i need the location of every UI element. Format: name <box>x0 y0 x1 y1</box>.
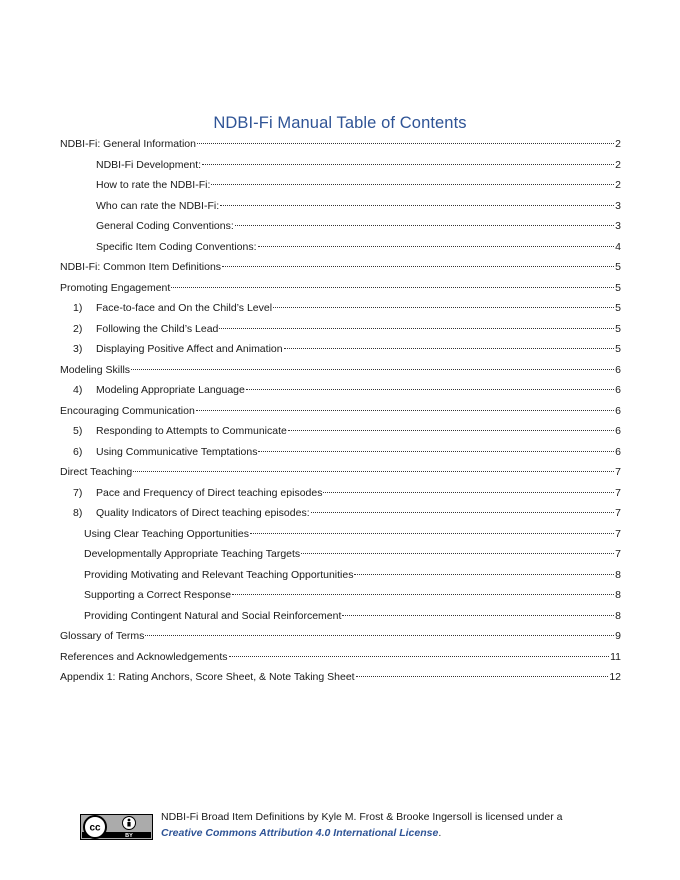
toc-entry[interactable] <box>60 360 621 381</box>
toc-page-number: 2 <box>615 179 621 191</box>
table-of-contents <box>60 134 621 688</box>
toc-entry-number: 3) <box>73 343 83 355</box>
dot-leader <box>222 266 614 267</box>
dot-leader <box>273 307 614 308</box>
toc-entry[interactable] <box>60 380 621 401</box>
toc-entry-title: Pace and Frequency of Direct teaching episodes <box>96 486 323 499</box>
toc-page-number: 6 <box>615 384 621 396</box>
cc-by-license-icon[interactable] <box>80 814 153 840</box>
toc-entry[interactable] <box>60 647 621 668</box>
dot-leader <box>197 143 614 144</box>
toc-entry-title: Displaying Positive Affect and Animation <box>96 343 283 355</box>
toc-page-number: 5 <box>615 322 621 335</box>
toc-entry[interactable] <box>60 585 621 606</box>
toc-entry[interactable] <box>60 462 621 483</box>
toc-entry-title: NDBI-Fi: General Information <box>60 138 196 150</box>
dot-leader <box>211 184 614 185</box>
toc-entry[interactable] <box>60 278 621 299</box>
dot-leader <box>311 512 615 513</box>
dot-leader <box>219 328 614 329</box>
toc-entry[interactable] <box>60 524 621 545</box>
toc-page-number: 5 <box>615 261 621 273</box>
dot-leader <box>356 676 609 677</box>
cc-text: cc <box>89 822 101 834</box>
dot-leader <box>288 430 614 431</box>
toc-entry[interactable] <box>60 401 621 422</box>
license-link[interactable]: Creative Commons Attribution 4.0 International License <box>161 827 439 839</box>
toc-entry[interactable] <box>60 483 621 504</box>
toc-entry-title: Appendix 1: Rating Anchors, Score Sheet, & Note Taking Sheet <box>60 671 355 683</box>
dot-leader <box>258 451 614 452</box>
toc-entry[interactable] <box>60 319 621 340</box>
toc-entry[interactable] <box>60 565 621 586</box>
dot-leader <box>250 533 614 534</box>
toc-entry[interactable] <box>60 626 621 647</box>
toc-entry-title: References and Acknowledgements <box>60 650 228 663</box>
toc-entry-title: Glossary of Terms <box>60 630 145 642</box>
toc-entry[interactable] <box>60 237 621 258</box>
toc-entry-title: Direct Teaching <box>60 466 133 478</box>
toc-page-number: 11 <box>610 650 621 663</box>
dot-leader <box>133 471 614 472</box>
toc-entry-number: 1) <box>73 302 83 314</box>
dot-leader <box>354 574 614 575</box>
toc-entry[interactable] <box>60 442 621 463</box>
toc-entry-title: Quality Indicators of Direct teaching episodes: <box>96 507 310 519</box>
toc-entry-title: Providing Contingent Natural and Social Reinforcement <box>84 609 342 622</box>
toc-entry-title: NDBI-Fi Development: <box>96 158 202 171</box>
toc-entry-title: Modeling Skills <box>60 363 131 376</box>
toc-entry-number: 5) <box>73 425 83 437</box>
dot-leader <box>171 287 614 288</box>
toc-entry-title: Modeling Appropriate Language <box>96 384 245 396</box>
dot-leader <box>202 164 614 165</box>
toc-page-number: 5 <box>615 343 621 355</box>
toc-entry-title: Following the Child’s Lead <box>96 322 219 335</box>
page-title: NDBI-Fi Manual Table of Contents <box>213 114 467 132</box>
toc-page-number: 7 <box>615 507 621 519</box>
dot-leader <box>196 410 614 411</box>
toc-page-number: 6 <box>615 363 621 376</box>
toc-entry-title: Providing Motivating and Relevant Teaching Opportunities <box>84 568 354 581</box>
toc-entry-title: Who can rate the NDBI-Fi: <box>96 199 220 212</box>
toc-entry-number: 7) <box>73 486 83 499</box>
toc-entry[interactable] <box>60 339 621 360</box>
toc-entry-title: Promoting Engagement <box>60 281 171 294</box>
toc-page-number: 5 <box>615 281 621 294</box>
toc-page-number: 7 <box>615 548 621 560</box>
dot-leader <box>232 594 614 595</box>
toc-entry[interactable] <box>60 298 621 319</box>
dot-leader <box>323 492 614 493</box>
toc-page-number: 6 <box>615 445 621 458</box>
toc-entry-title: General Coding Conventions: <box>96 220 234 232</box>
toc-entry[interactable] <box>60 216 621 237</box>
toc-entry-number: 4) <box>73 384 83 396</box>
toc-page-number: 3 <box>615 199 621 212</box>
toc-entry-title: Using Clear Teaching Opportunities <box>84 527 249 540</box>
toc-entry[interactable] <box>60 606 621 627</box>
dot-leader <box>284 348 615 349</box>
dot-leader <box>342 615 614 616</box>
toc-page-number: 6 <box>615 425 621 437</box>
toc-entry-title: Responding to Attempts to Communicate <box>96 425 287 437</box>
toc-page-number: 8 <box>615 589 621 601</box>
toc-page-number: 4 <box>615 240 621 253</box>
by-text: BY <box>125 833 133 839</box>
toc-page-number: 7 <box>615 527 621 540</box>
license-period: . <box>438 827 442 839</box>
license-footer <box>80 809 563 841</box>
toc-entry-title: Supporting a Correct Response <box>84 589 232 601</box>
toc-page-number: 8 <box>615 609 621 622</box>
toc-entry-title: How to rate the NDBI-Fi: <box>96 179 211 191</box>
toc-entry[interactable] <box>60 257 621 278</box>
toc-entry[interactable] <box>60 421 621 442</box>
dot-leader <box>220 205 614 206</box>
toc-entry[interactable] <box>60 544 621 565</box>
toc-page-number: 12 <box>609 671 621 683</box>
dot-leader <box>235 225 614 226</box>
dot-leader <box>131 369 614 370</box>
dot-leader <box>229 656 610 657</box>
toc-page-number: 7 <box>615 486 621 499</box>
toc-entry-title: Specific Item Coding Conventions: <box>96 240 257 253</box>
dot-leader <box>145 635 614 636</box>
toc-entry[interactable] <box>60 155 621 176</box>
toc-entry[interactable] <box>60 196 621 217</box>
toc-page-number: 9 <box>615 630 621 642</box>
dot-leader <box>246 389 614 390</box>
toc-entry[interactable] <box>60 667 621 688</box>
license-statement: NDBI-Fi Broad Item Definitions by Kyle M. Frost & Brooke Ingersoll is licensed under a <box>161 811 563 823</box>
toc-entry-number: 8) <box>73 507 83 519</box>
toc-page-number: 8 <box>615 568 621 581</box>
toc-entry-title: Developmentally Appropriate Teaching Targets <box>84 548 301 560</box>
toc-page-number: 6 <box>615 404 621 417</box>
dot-leader <box>301 553 614 554</box>
toc-entry-title: Encouraging Communication <box>60 404 195 417</box>
toc-entry-number: 2) <box>73 322 83 335</box>
toc-page-number: 2 <box>615 138 621 150</box>
toc-page-number: 5 <box>615 302 621 314</box>
toc-entry[interactable] <box>60 503 621 524</box>
toc-entry-title: Face-to-face and On the Child’s Level <box>96 302 273 314</box>
dot-leader <box>258 246 615 247</box>
toc-entry[interactable] <box>60 175 621 196</box>
toc-entry[interactable] <box>60 134 621 155</box>
toc-entry-title: Using Communicative Temptations <box>96 445 258 458</box>
toc-page-number: 7 <box>615 466 621 478</box>
toc-page-number: 3 <box>615 220 621 232</box>
toc-entry-number: 6) <box>73 445 83 458</box>
toc-page-number: 2 <box>615 158 621 171</box>
toc-entry-title: NDBI-Fi: Common Item Definitions <box>60 261 222 273</box>
